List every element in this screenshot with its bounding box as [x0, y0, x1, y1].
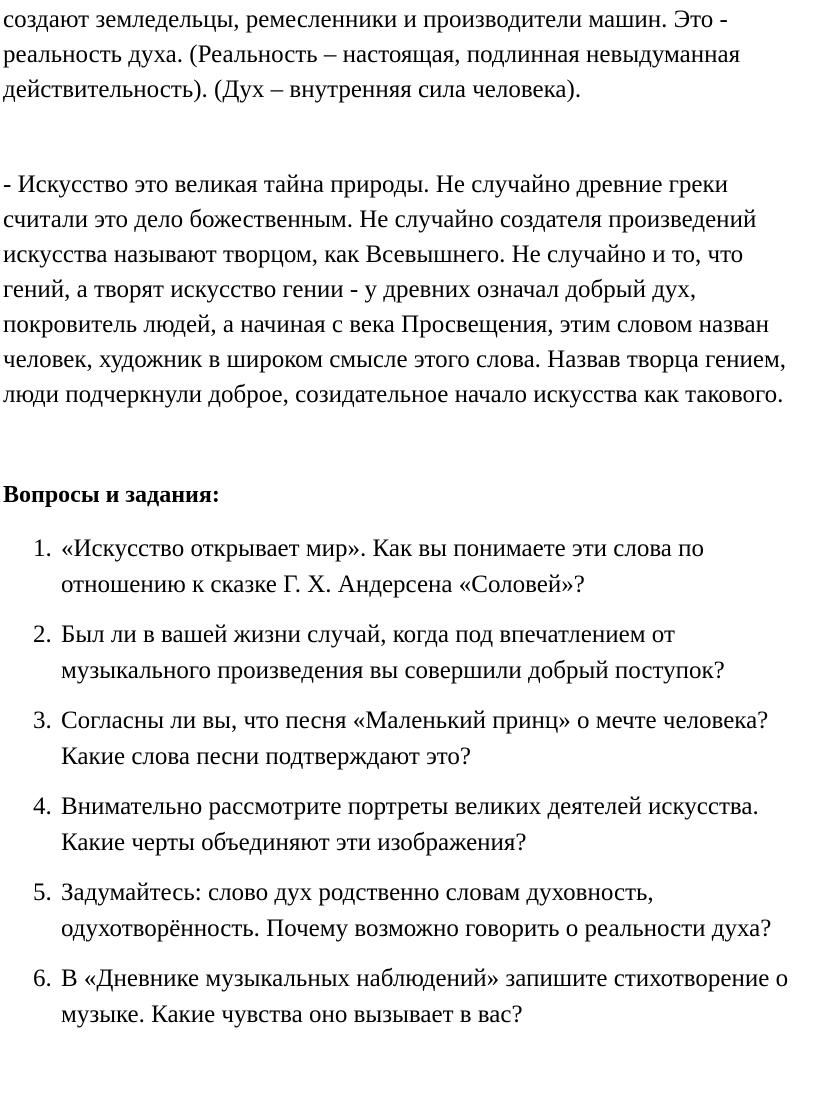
question-item — [0, 703, 801, 775]
question-text: Внимательно рассмотрите портреты великих деятелей искусства. Какие черты объединяют эти изображения? — [61, 793, 759, 856]
questions-heading: Вопросы и задания: — [3, 482, 220, 508]
question-text: Был ли в вашей жизни случай, когда под впечатлением от музыкального произведения вы совершили добрый поступок? — [61, 621, 725, 684]
question-number: 5. — [33, 879, 52, 906]
question-number: 6. — [33, 965, 52, 992]
question-number: 2. — [33, 621, 52, 648]
question-item — [0, 531, 801, 603]
paragraph-art-mystery: - Искусство это великая тайна природы. Не случайно древние греки считали это дело божественным. Не случайно создателя произведений искусства называют творцом, как Всевышнего. Не случайно и то, что гений, а творят искусство гении - у древних означал добрый дух, покровитель людей, а начиная с века Просвещения, этим словом назван человек, художник в широком смысле этого слова. Назвав творца гением, люди подчеркнули доброе, созидательное начало искусства как такового. — [3, 171, 787, 408]
question-text: Согласны ли вы, что песня «Маленький принц» о мечте человека? Какие слова песни подтверждают это? — [61, 707, 769, 770]
question-number: 1. — [33, 535, 52, 562]
question-item — [0, 617, 801, 689]
question-text: Задумайтесь: слово дух родственно словам духовность, одухотворённость. Почему возможно говорить о реальности духа? — [61, 879, 772, 942]
paragraph-reality-of-spirit: создают земледельцы, ремесленники и производители машин. Это - реальность духа. (Реальность – настоящая, подлинная невыдуманная действительность). (Дух – внутренняя сила человека). — [3, 6, 741, 103]
question-item — [0, 961, 801, 1033]
question-text: «Искусство открывает мир». Как вы понимаете эти слова по отношению к сказке Г. Х. Андерсена «Соловей»? — [61, 535, 705, 598]
question-number: 4. — [33, 793, 52, 820]
questions-list — [0, 531, 816, 1047]
question-item — [0, 789, 801, 861]
question-text: В «Дневнике музыкальных наблюдений» запишите стихотворение о музыке. Какие чувства оно вызывает в вас? — [61, 965, 789, 1028]
question-item — [0, 875, 801, 947]
question-number: 3. — [33, 707, 52, 734]
